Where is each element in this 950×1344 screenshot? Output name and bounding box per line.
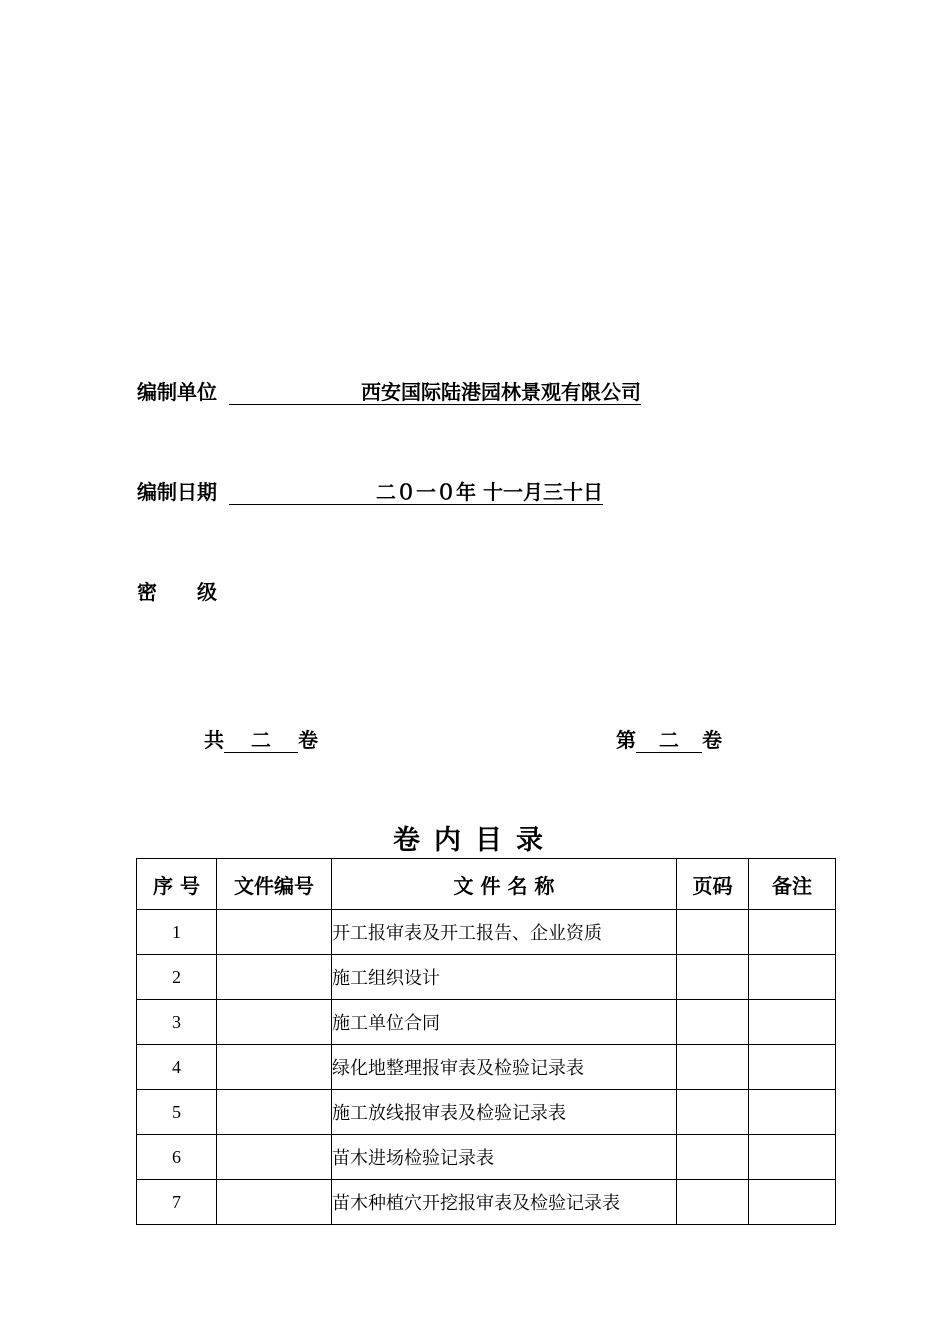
row-serial-no: 2: [137, 955, 217, 1000]
row-doc-id: [217, 1180, 332, 1225]
secrecy-level-row: [137, 576, 217, 605]
table-row: [137, 1180, 836, 1225]
compiling-date-value: 二０一０年 十一月三十日: [229, 480, 603, 505]
row-doc-name: 施工单位合同: [332, 1000, 677, 1045]
row-page: [677, 1045, 749, 1090]
row-page: [677, 1180, 749, 1225]
current-volume-prefix: 第: [616, 728, 636, 752]
row-doc-id: [217, 910, 332, 955]
row-note: [749, 1135, 836, 1180]
row-doc-id: [217, 1045, 332, 1090]
compiling-unit-label: 编制单位: [137, 380, 217, 404]
row-serial-no: 5: [137, 1090, 217, 1135]
compiling-date-label: 编制日期: [137, 480, 217, 504]
current-volume: [616, 724, 722, 753]
header-doc-id: 文件编号: [217, 859, 332, 910]
compiling-unit-row: [137, 376, 641, 405]
row-serial-no: 4: [137, 1045, 217, 1090]
row-note: [749, 1090, 836, 1135]
row-page: [677, 1090, 749, 1135]
total-volumes-prefix: 共: [204, 728, 224, 752]
total-volumes-value: 二: [224, 728, 298, 753]
row-page: [677, 955, 749, 1000]
current-volume-value: 二: [636, 728, 702, 753]
header-serial-no: 序 号: [137, 859, 217, 910]
total-volumes-suffix: 卷: [298, 728, 318, 752]
table-row: [137, 1135, 836, 1180]
row-doc-id: [217, 1135, 332, 1180]
row-note: [749, 1180, 836, 1225]
total-volumes: [204, 724, 318, 753]
header-page: 页码: [677, 859, 749, 910]
row-page: [677, 1000, 749, 1045]
table-row: [137, 1090, 836, 1135]
table-row: [137, 1045, 836, 1090]
table-row: [137, 1000, 836, 1045]
row-doc-name: 施工放线报审表及检验记录表: [332, 1090, 677, 1135]
compiling-date-row: [137, 476, 603, 505]
row-serial-no: 3: [137, 1000, 217, 1045]
secrecy-level-label: 密 级: [137, 580, 217, 604]
row-note: [749, 1000, 836, 1045]
table-row: [137, 910, 836, 955]
row-doc-name: 开工报审表及开工报告、企业资质: [332, 910, 677, 955]
row-serial-no: 7: [137, 1180, 217, 1225]
row-doc-name: 绿化地整理报审表及检验记录表: [332, 1045, 677, 1090]
row-doc-id: [217, 1000, 332, 1045]
toc-header-row: [137, 859, 836, 910]
row-serial-no: 6: [137, 1135, 217, 1180]
table-row: [137, 955, 836, 1000]
row-serial-no: 1: [137, 910, 217, 955]
row-note: [749, 1045, 836, 1090]
compiling-unit-value: 西安国际陆港园林景观有限公司: [229, 380, 641, 405]
toc-table: [136, 858, 836, 1225]
row-doc-id: [217, 1090, 332, 1135]
row-doc-name: 苗木进场检验记录表: [332, 1135, 677, 1180]
row-doc-name: 施工组织设计: [332, 955, 677, 1000]
header-note: 备注: [749, 859, 836, 910]
row-doc-name: 苗木种植穴开挖报审表及检验记录表: [332, 1180, 677, 1225]
row-doc-id: [217, 955, 332, 1000]
row-page: [677, 910, 749, 955]
header-doc-name: 文 件 名 称: [332, 859, 677, 910]
toc-title: 卷内目录: [393, 825, 557, 856]
row-page: [677, 1135, 749, 1180]
current-volume-suffix: 卷: [702, 728, 722, 752]
row-note: [749, 955, 836, 1000]
row-note: [749, 910, 836, 955]
